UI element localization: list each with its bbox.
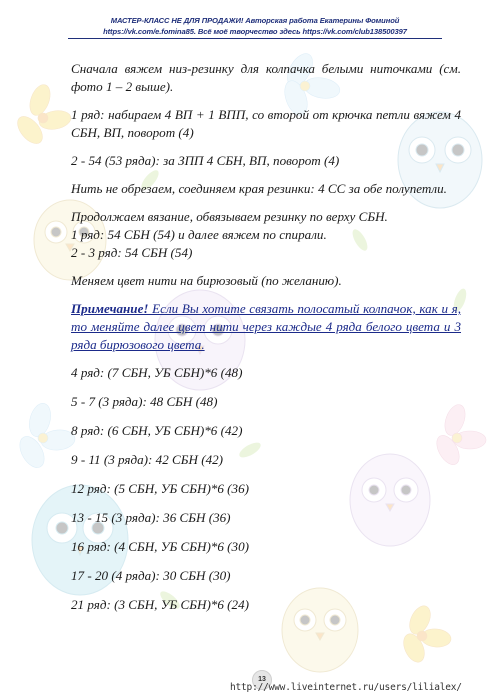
rows-list [71,364,461,614]
paragraph-intro: Сначала вяжем низ-резинку для колпачка белыми ниточками (см. фото 1 – 2 выше). [71,61,461,94]
paragraph-color-change: Меняем цвет нити на бирюзовый (по желанию). [71,273,342,288]
list-item: 13 - 15 (3 ряда): 36 СБН (36) [71,510,231,525]
header-title: МАСТЕР-КЛАСС НЕ ДЛЯ ПРОДАЖИ! Авторская работа Екатерины Фоминой [110,16,400,25]
page-number: 13 [252,670,272,690]
note-label: Примечание! [71,301,149,316]
list-item: 9 - 11 (3 ряда): 42 СБН (42) [71,452,224,467]
watermark-url[interactable]: http://www.liveinternet.ru/users/lilialex/ [230,682,462,693]
list-item: 21 ряд: (3 СБН, УБ СБН)*6 (24) [71,597,249,612]
note-paragraph [71,300,461,354]
list-item: 5 - 7 (3 ряда): 48 СБН (48) [71,394,218,409]
paragraph-rows-2-54: 2 - 54 (53 ряда): за ЗПП 4 СБН, ВП, поворот (4) [71,153,340,168]
list-item: 4 ряд: (7 СБН, УБ СБН)*6 (48) [71,365,243,380]
header-divider [68,38,442,39]
list-item: 16 ряд: (4 СБН, УБ СБН)*6 (30) [71,539,249,554]
note-text: Если Вы хотите связать полосатый колпачок, как и я, то меняйте далее цвет нити через каждые 4 ряда белого цвета и 3 ряда бирюзового цвета. [71,301,461,352]
list-item: 17 - 20 (4 ряда): 30 СБН (30) [71,568,231,583]
paragraph-join: Нить не обрезаем, соединяем края резинки: 4 СС за обе полупетли. [71,181,447,196]
paragraph-row-1: 1 ряд: набираем 4 ВП + 1 ВПП, со второй от крючка петли вяжем 4 СБН, ВП, поворот (4) [71,107,461,140]
flower-decoration [15,401,76,472]
paragraph-continue: Продолжаем вязание, обвязываем резинку по верху СБН. [71,209,388,224]
paragraph-round-1: 1 ряд: 54 СБН (54) и далее вяжем по спирали. [71,227,327,242]
paragraph-round-2-3: 2 - 3 ряд: 54 СБН (54) [71,245,193,260]
page-header [60,15,450,39]
list-item: 8 ряд: (6 СБН, УБ СБН)*6 (42) [71,423,243,438]
header-links: https://vk.com/e.fomina85. Всё моё творчество здесь https://vk.com/club138500397 [103,27,407,36]
list-item: 12 ряд: (5 СБН, УБ СБН)*6 (36) [71,481,249,496]
flower-decoration [13,82,72,148]
document-body [71,60,461,625]
